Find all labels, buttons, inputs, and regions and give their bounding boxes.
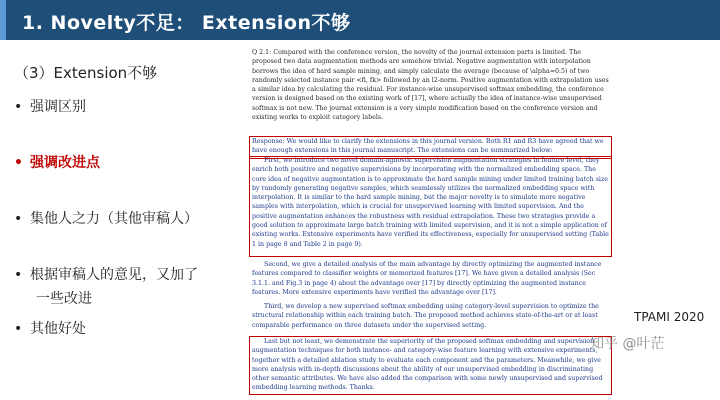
bullet-label: 强调改进点 bbox=[30, 155, 100, 171]
bullet-label: 根据审稿人的意见，又加了 bbox=[30, 267, 198, 283]
bullet-dot-icon: • bbox=[14, 267, 23, 283]
doc-question: Q 2.1: Compared with the conference version, the novelty of the journal extension parts is limited. The proposed two data augmentation methods are somehow trivial. Negative augmentation with interpolation borrows the idea of hard sample mining, and simply calculate the average (because of \alpha=0.5) of two randomly selected instance pair <fi, fk> followed by an l2-norm. Positive augmentation with extrapolation uses a similar idea by calculating the residual. For instance-wise unsupervised softmax embedding, the conference version is designed based on the existing work of [17], where actually the idea of instance-wise unsupervised softmax is not new. The journal extension is a very simple modification based on the conference version and existing works to exploit category labels. bbox=[252, 49, 609, 122]
bullet-item bbox=[14, 264, 198, 284]
document-excerpt bbox=[248, 46, 614, 396]
highlight-box-first bbox=[249, 156, 612, 257]
bullet-item bbox=[14, 96, 86, 116]
title-accent bbox=[0, 0, 6, 40]
venue-label: TPAMI 2020 bbox=[634, 310, 705, 324]
highlight-box-last bbox=[249, 336, 612, 395]
bullet-label: 强调区别 bbox=[30, 99, 86, 115]
bullet-label: 集他人之力（其他审稿人） bbox=[30, 211, 198, 227]
bullet-label: 其他好处 bbox=[30, 321, 86, 337]
slide-title: 1. Novelty不足： Extension不够 bbox=[22, 12, 351, 34]
bullet-item bbox=[14, 208, 198, 228]
doc-paragraph-first: First, we introduce two novel domain-agnostic supervision augmentation strategies in feature level, they enrich both positive and negative supervisions by incorporating with the normalized embedding space. The core idea of negative augmentation is to approximate the hard sample mining under limited training batch size by randomly generating negative samples, which seamlessly utilizes the normalized embedding space with interpolation. It is similar to the hard sample mining, but the major novelty is to simulate more negative samples with interpolation, which is crucial for unsupervised learning with limited supervision. And the positive augmentation enhances the robustness with residual extrapolation. These two strategies provide a good solution to approximate large batch training with limited supervision, and it is not a simple application of existing works. Extensive experiments have verified its effectiveness, especially for unsupervised setting (Table 1 in page 8 and Table 2 in page 9). bbox=[252, 157, 609, 248]
section-subtitle: （3）Extension不够 bbox=[14, 64, 158, 82]
bullet-item bbox=[14, 318, 86, 338]
doc-paragraph-third: Third, we develop a new supervised softmax embedding using category-level supervision to optimize the structural relationship within each training batch. The proposed method achieves state-of-the-art or at least comparable performance on three datasets under the supervised setting. bbox=[252, 303, 599, 329]
bullet-dot-icon: • bbox=[14, 211, 23, 227]
doc-response: Response: We would like to clarify the extensions in this journal version. Both R1 and R3 have agreed that we have enough extensions in this journal manuscript. The extensions can be summarized below: bbox=[252, 138, 604, 155]
bullet-dot-icon: • bbox=[14, 99, 23, 115]
doc-paragraph-second: Second, we give a detailed analysis of the main advantage by directly optimizing the augmented instance features compared to classifier weights or memorized features [17]. We have given a detailed analysis (Sec 3.1.1. and Fig.3 in page 4) about the advantage over [17] by directly optimizing the augmented instance features. More extensive experiments have verified the advantage over [17]. bbox=[252, 261, 602, 296]
bullet-dot-icon: • bbox=[14, 321, 23, 337]
watermark: 知乎 @叶茫 bbox=[590, 336, 665, 352]
bullet-item-highlighted bbox=[14, 152, 100, 172]
doc-paragraph-last: Last but not least, we demonstrate the superiority of the proposed softmax embedding and supervision augmentation techniques for both instance- and category-wise feature learning with extensive experiments, together with a detailed ablation study to evaluate each component and the parameters. Meanwhile, we give more analysis with in-depth discussions about the ability of our unsupervised embedding in discriminating other semantic attributes. We have also added the comparison with some newly unsupervised and supervised embedding learning methods. Thanks. bbox=[252, 338, 603, 392]
bullet-continuation: 一些改进 bbox=[36, 291, 92, 307]
bullet-dot-icon: • bbox=[14, 155, 23, 171]
title-bar bbox=[0, 0, 720, 40]
